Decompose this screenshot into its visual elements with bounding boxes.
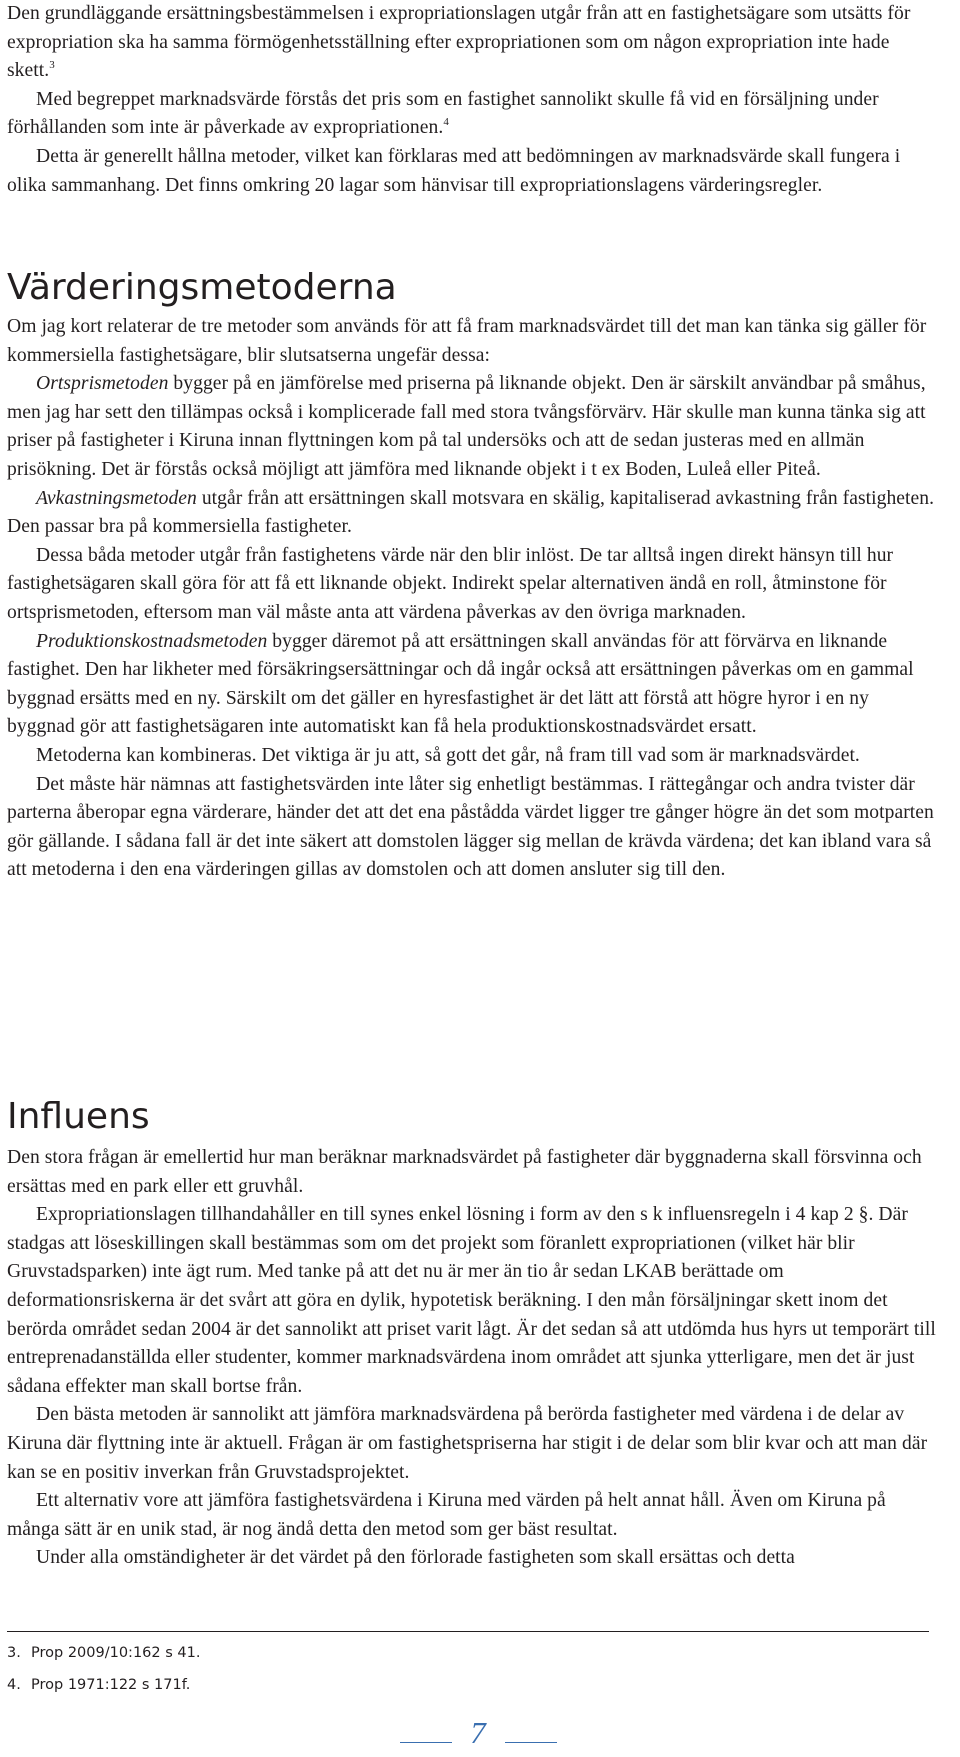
section-influens bbox=[7, 1144, 937, 1573]
paragraph-ortsprismetoden: Ortsprismetoden bygger på en jämförelse med priserna på liknande objekt. Den är särskilt användbar på småhus, men jag har sett den tillämpas också i komplicerade fall med stora tvångsförvärv. Här skulle man kunna tänka sig att priser på fastigheter i Kiruna innan flyttningen kom på tal undersöks och att de sedan justeras med en allmän prisökning. Det är förstås också möjligt att jämföra med liknande objekt i t ex Boden, Luleå eller Piteå. bbox=[7, 373, 926, 480]
footnote-ref-3[interactable]: 3 bbox=[49, 59, 55, 72]
paragraph: Den stora frågan är emellertid hur man beräknar marknadsvärdet på fastigheter där byggnaderna skall försvinna och ersättas med en park eller ett gruvhål. bbox=[7, 1147, 922, 1197]
paragraph: Dessa båda metoder utgår från fastighetens värde när den blir inlöst. De tar alltså ingen direkt hänsyn till hur fastighetsägaren skall göra för att få ett liknande objekt. Indirekt spelar alternativen ändå en roll, åtminstone för ortsprismetoden, eftersom man väl måste anta att värdena påverkas av den övriga marknaden. bbox=[7, 544, 894, 623]
footnote-3: 3. Prop 2009/10:162 s 41. bbox=[7, 1645, 201, 1661]
section-varderingsmetoderna bbox=[7, 313, 937, 885]
term-ortsprismetoden: Ortsprismetoden bbox=[36, 373, 169, 395]
paragraph: Ett alternativ vore att jämföra fastighetsvärdena i Kiruna med värden på helt annat håll. Även om Kiruna på många sätt är en unik stad, är nog ändå detta den metod som ger bäst resultat. bbox=[7, 1490, 886, 1540]
page-number-rule-left bbox=[400, 1742, 452, 1743]
page-number-rule-right bbox=[505, 1742, 557, 1743]
footnote-divider bbox=[7, 1631, 929, 1632]
paragraph: Den bästa metoden är sannolikt att jämföra marknadsvärdena på berörda fastigheter med värdena i de delar av Kiruna där flyttning inte är aktuell. Frågan är om fastighetspriserna har stigit i de delar som blir kvar och att man där kan se en positiv inverkan från Gruvstadsprojektet. bbox=[7, 1404, 928, 1483]
intro-paragraph-3: Detta är generellt hållna metoder, vilket kan förklaras med att bedömningen av marknadsvärde skall fungera i olika sammanhang. Det finns omkring 20 lagar som hänvisar till expropriationslagens värderingsregler. bbox=[7, 145, 901, 196]
intro-text bbox=[7, 0, 937, 200]
footnote-4: 4. Prop 1971:122 s 171f. bbox=[7, 1677, 191, 1693]
paragraph: Expropriationslagen tillhandahåller en till synes enkel lösning i form av den s k influensregeln i 4 kap 2 §. Där stadgas att löseskillingen skall bestämmas som om det projekt som föranlett expropriationen (vilket här blir Gruvstadsparken) inte ägt rum. Med tanke på att det nu är mer än tio år sedan LKAB berättade om deformationsriskerna är det svårt att göra en dylik, hypotetisk beräkning. I den mån försäljningar skett inom det berörda området sedan 2004 är det sannolikt att priset varit lågt. Är det sedan så att utdömda hus hyrs ut temporärt till entreprenadanställda eller studenter, kommer marknadsvärdena inom området att sjunka ytterligare, men det är just sådana effekter man skall bortse från. bbox=[7, 1204, 936, 1397]
paragraph-produktionskostnadsmetoden: Produktionskostnadsmetoden bygger däremot på att ersättningen skall användas för att förvärva en liknande fastighet. Den har likheter med försäkringsersättningar och då ingår också att ersättningen påverkas om en gammal byggnad ersätts med en ny. Särskilt om det gäller en hyresfastighet är det lätt att förstå att högre hyror i en ny byggnad gör att fastighetsägaren inte automatiskt kan få hela produktionskostnadsvärdet ersatt. bbox=[7, 630, 914, 738]
page-number: 7 bbox=[470, 1715, 486, 1750]
paragraph-avkastningsmetoden: Avkastningsmetoden utgår från att ersättningen skall motsvara en skälig, kapitaliserad avkastning från fastigheten. Den passar bra på kommersiella fastigheter. bbox=[7, 487, 935, 538]
section-heading-varderingsmetoderna: Värderingsmetoderna bbox=[7, 267, 397, 308]
footnote-ref-4[interactable]: 4 bbox=[443, 116, 449, 129]
paragraph: Det måste här nämnas att fastighetsvärden inte låter sig enhetligt bestämmas. I rättegångar och andra tvister där parterna åberopar egna värderare, händer det att det ena påstådda värdet ligger tre gånger högre än det som motparten gör gällande. I sådana fall är det inte säkert att domstolen lägger sig mellan de krävda värdena; det kan ibland vara så att metoderna i den ena värderingen gillas av domstolen och att domen ansluter sig till den. bbox=[7, 773, 934, 881]
paragraph: Metoderna kan kombineras. Det viktiga är ju att, så gott det går, nå fram till vad som är marknadsvärdet. bbox=[36, 744, 860, 766]
term-produktionskostnadsmetoden: Produktionskostnadsmetoden bbox=[36, 630, 268, 652]
footnotes bbox=[7, 1637, 200, 1701]
paragraph: Om jag kort relaterar de tre metoder som används för att få fram marknadsvärdet till det man kan tänka sig gäller för kommersiella fastighetsägare, blir slutsatserna ungefär dessa: bbox=[7, 316, 927, 366]
paragraph: Under alla omständigheter är det värdet på den förlorade fastigheten som skall ersättas och detta bbox=[36, 1547, 795, 1569]
section-heading-influens: Influens bbox=[7, 1096, 150, 1137]
intro-paragraph-1: Den grundläggande ersättningsbestämmelsen i expropriationslagen utgår från att en fastighetsägare som utsätts för expropriation ska ha samma förmögenhetsställning efter expropriationen som om någon expropriation inte hade skett.$^3$ bbox=[7, 3, 911, 82]
intro-paragraph-2: Med begreppet marknadsvärde förstås det pris som en fastighet sannolikt skulle få vid en försäljning under förhållanden som inte är påverkade av expropriationen.$^4$ bbox=[7, 88, 879, 139]
term-avkastningsmetoden: Avkastningsmetoden bbox=[36, 487, 197, 509]
